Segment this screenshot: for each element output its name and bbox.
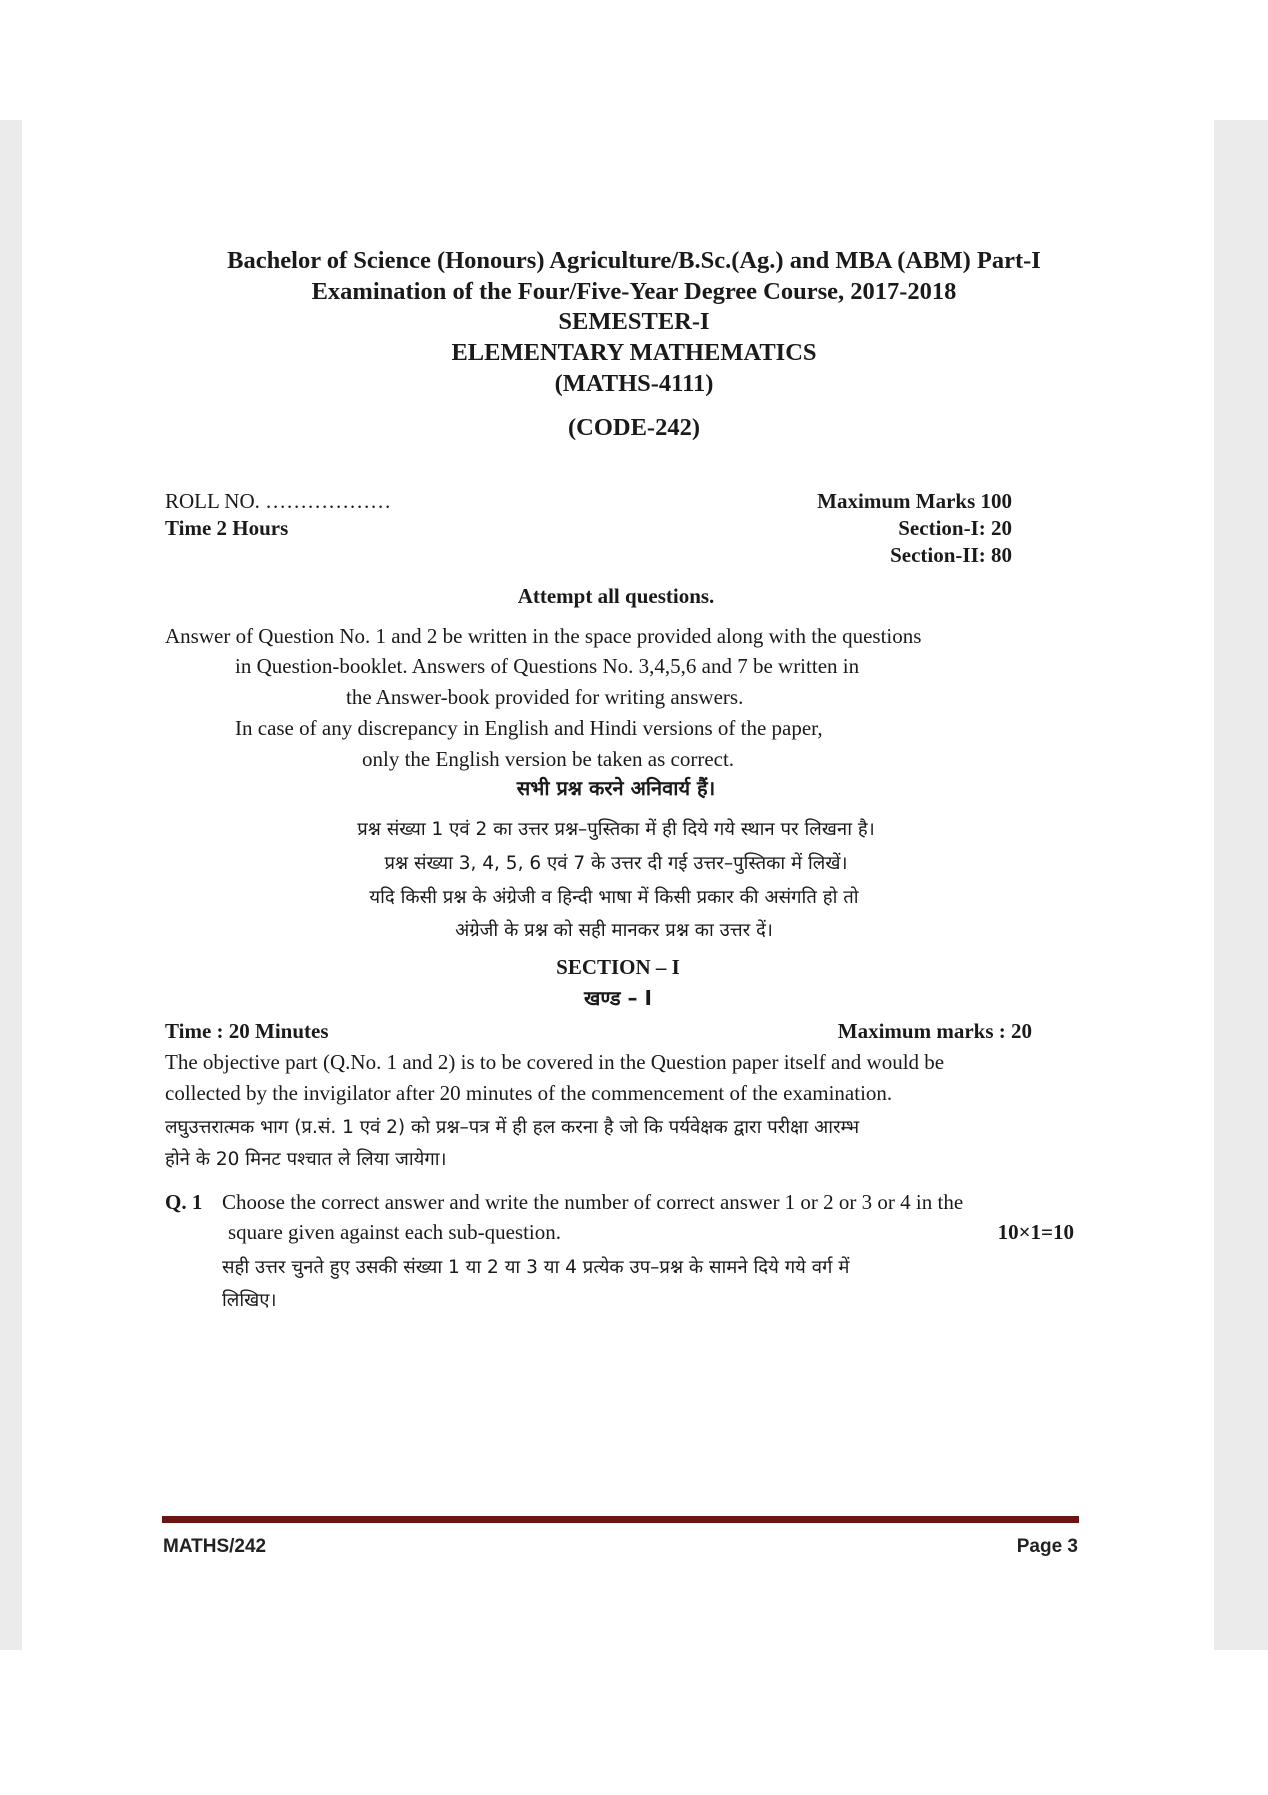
- hindi-instructions-heading: सभी प्रश्न करने अनिवार्य हैं।: [516, 776, 716, 800]
- section-2-marks: Section-II: 80: [890, 543, 1012, 567]
- question-1-text-line: Choose the correct answer and write the number of correct answer 1 or 2 or 3 or 4 in the: [222, 1190, 964, 1214]
- header-exam-line: Examination of the Four/Five-Year Degree Course, 2017-2018: [311, 278, 957, 305]
- header-degree-line: Bachelor of Science (Honours) Agriculture/B.Sc.(Ag.) and MBA (ABM) Part-I: [227, 247, 1041, 274]
- hindi-instruction-line: यदि किसी प्रश्न के अंग्रेजी व हिन्दी भाषा में किसी प्रकार की असंगति हो तो: [369, 887, 859, 908]
- section-1-hindi-note-line: होने के 20 मिनट पश्चात ले लिया जायेगा।: [165, 1149, 447, 1170]
- section-1-title: SECTION – I: [556, 955, 680, 979]
- question-1-hindi-line: लिखिए।: [222, 1290, 277, 1311]
- instruction-line: Answer of Question No. 1 and 2 be written in the space provided along with the questions: [165, 624, 922, 648]
- footer-paper-code: MATHS/242: [163, 1536, 267, 1557]
- maximum-marks: Maximum Marks 100: [817, 489, 1012, 513]
- instructions-heading: Attempt all questions.: [517, 584, 715, 608]
- section-1-note-line: collected by the invigilator after 20 minutes of the commencement of the examination.: [165, 1081, 893, 1105]
- hindi-instruction-line: प्रश्न संख्या 3, 4, 5, 6 एवं 7 के उत्तर दी गई उत्तर–पुस्तिका में लिखें।: [384, 853, 848, 874]
- hindi-instruction-line: अंग्रेजी के प्रश्न को सही मानकर प्रश्न का उत्तर दें।: [455, 920, 773, 941]
- question-1-text-line: square given against each sub-question.: [228, 1220, 561, 1244]
- time-allowed: Time 2 Hours: [165, 516, 289, 540]
- header-subject-code: (MATHS-4111): [554, 370, 714, 397]
- instruction-line: In case of any discrepancy in English and Hindi versions of the paper,: [235, 716, 823, 740]
- section-1-hindi-title: खण्ड – I: [584, 986, 652, 1010]
- header-subject: ELEMENTARY MATHEMATICS: [451, 339, 817, 366]
- footer-rule: [162, 1516, 1079, 1523]
- question-1-marks: 10×1=10: [997, 1220, 1074, 1244]
- question-1-hindi-line: सही उत्तर चुनते हुए उसकी संख्या 1 या 2 या 3 या 4 प्रत्येक उप–प्रश्न के सामने दिये गये वर्ग में: [222, 1257, 850, 1278]
- roll-number-field: ROLL NO. ………………: [165, 489, 392, 513]
- footer-page-number: Page 3: [1016, 1536, 1078, 1557]
- hindi-instruction-line: प्रश्न संख्या 1 एवं 2 का उत्तर प्रश्न–पुस्तिका में ही दिये गये स्थान पर लिखना है।: [357, 819, 875, 840]
- section-1-hindi-note-line: लघुउत्तरात्मक भाग (प्र.सं. 1 एवं 2) को प्रश्न–पत्र में ही हल करना है जो कि पर्यवेक्षक द्वारा परीक्षा आरम्भ: [165, 1117, 860, 1138]
- instruction-line: the Answer-book provided for writing answers.: [346, 685, 744, 709]
- instruction-line: in Question-booklet. Answers of Questions No. 3,4,5,6 and 7 be written in: [235, 654, 860, 678]
- instruction-line: only the English version be taken as correct.: [362, 747, 735, 771]
- header-semester: SEMESTER-I: [558, 308, 710, 335]
- section-1-marks: Section-I: 20: [898, 516, 1012, 540]
- question-1-number: Q. 1: [165, 1190, 203, 1214]
- section-1-time: Time : 20 Minutes: [165, 1019, 329, 1043]
- header-paper-code: (CODE-242): [567, 414, 700, 441]
- section-1-note-line: The objective part (Q.No. 1 and 2) is to be covered in the Question paper itself and would be: [165, 1050, 945, 1074]
- section-1-max-marks: Maximum marks : 20: [837, 1019, 1032, 1043]
